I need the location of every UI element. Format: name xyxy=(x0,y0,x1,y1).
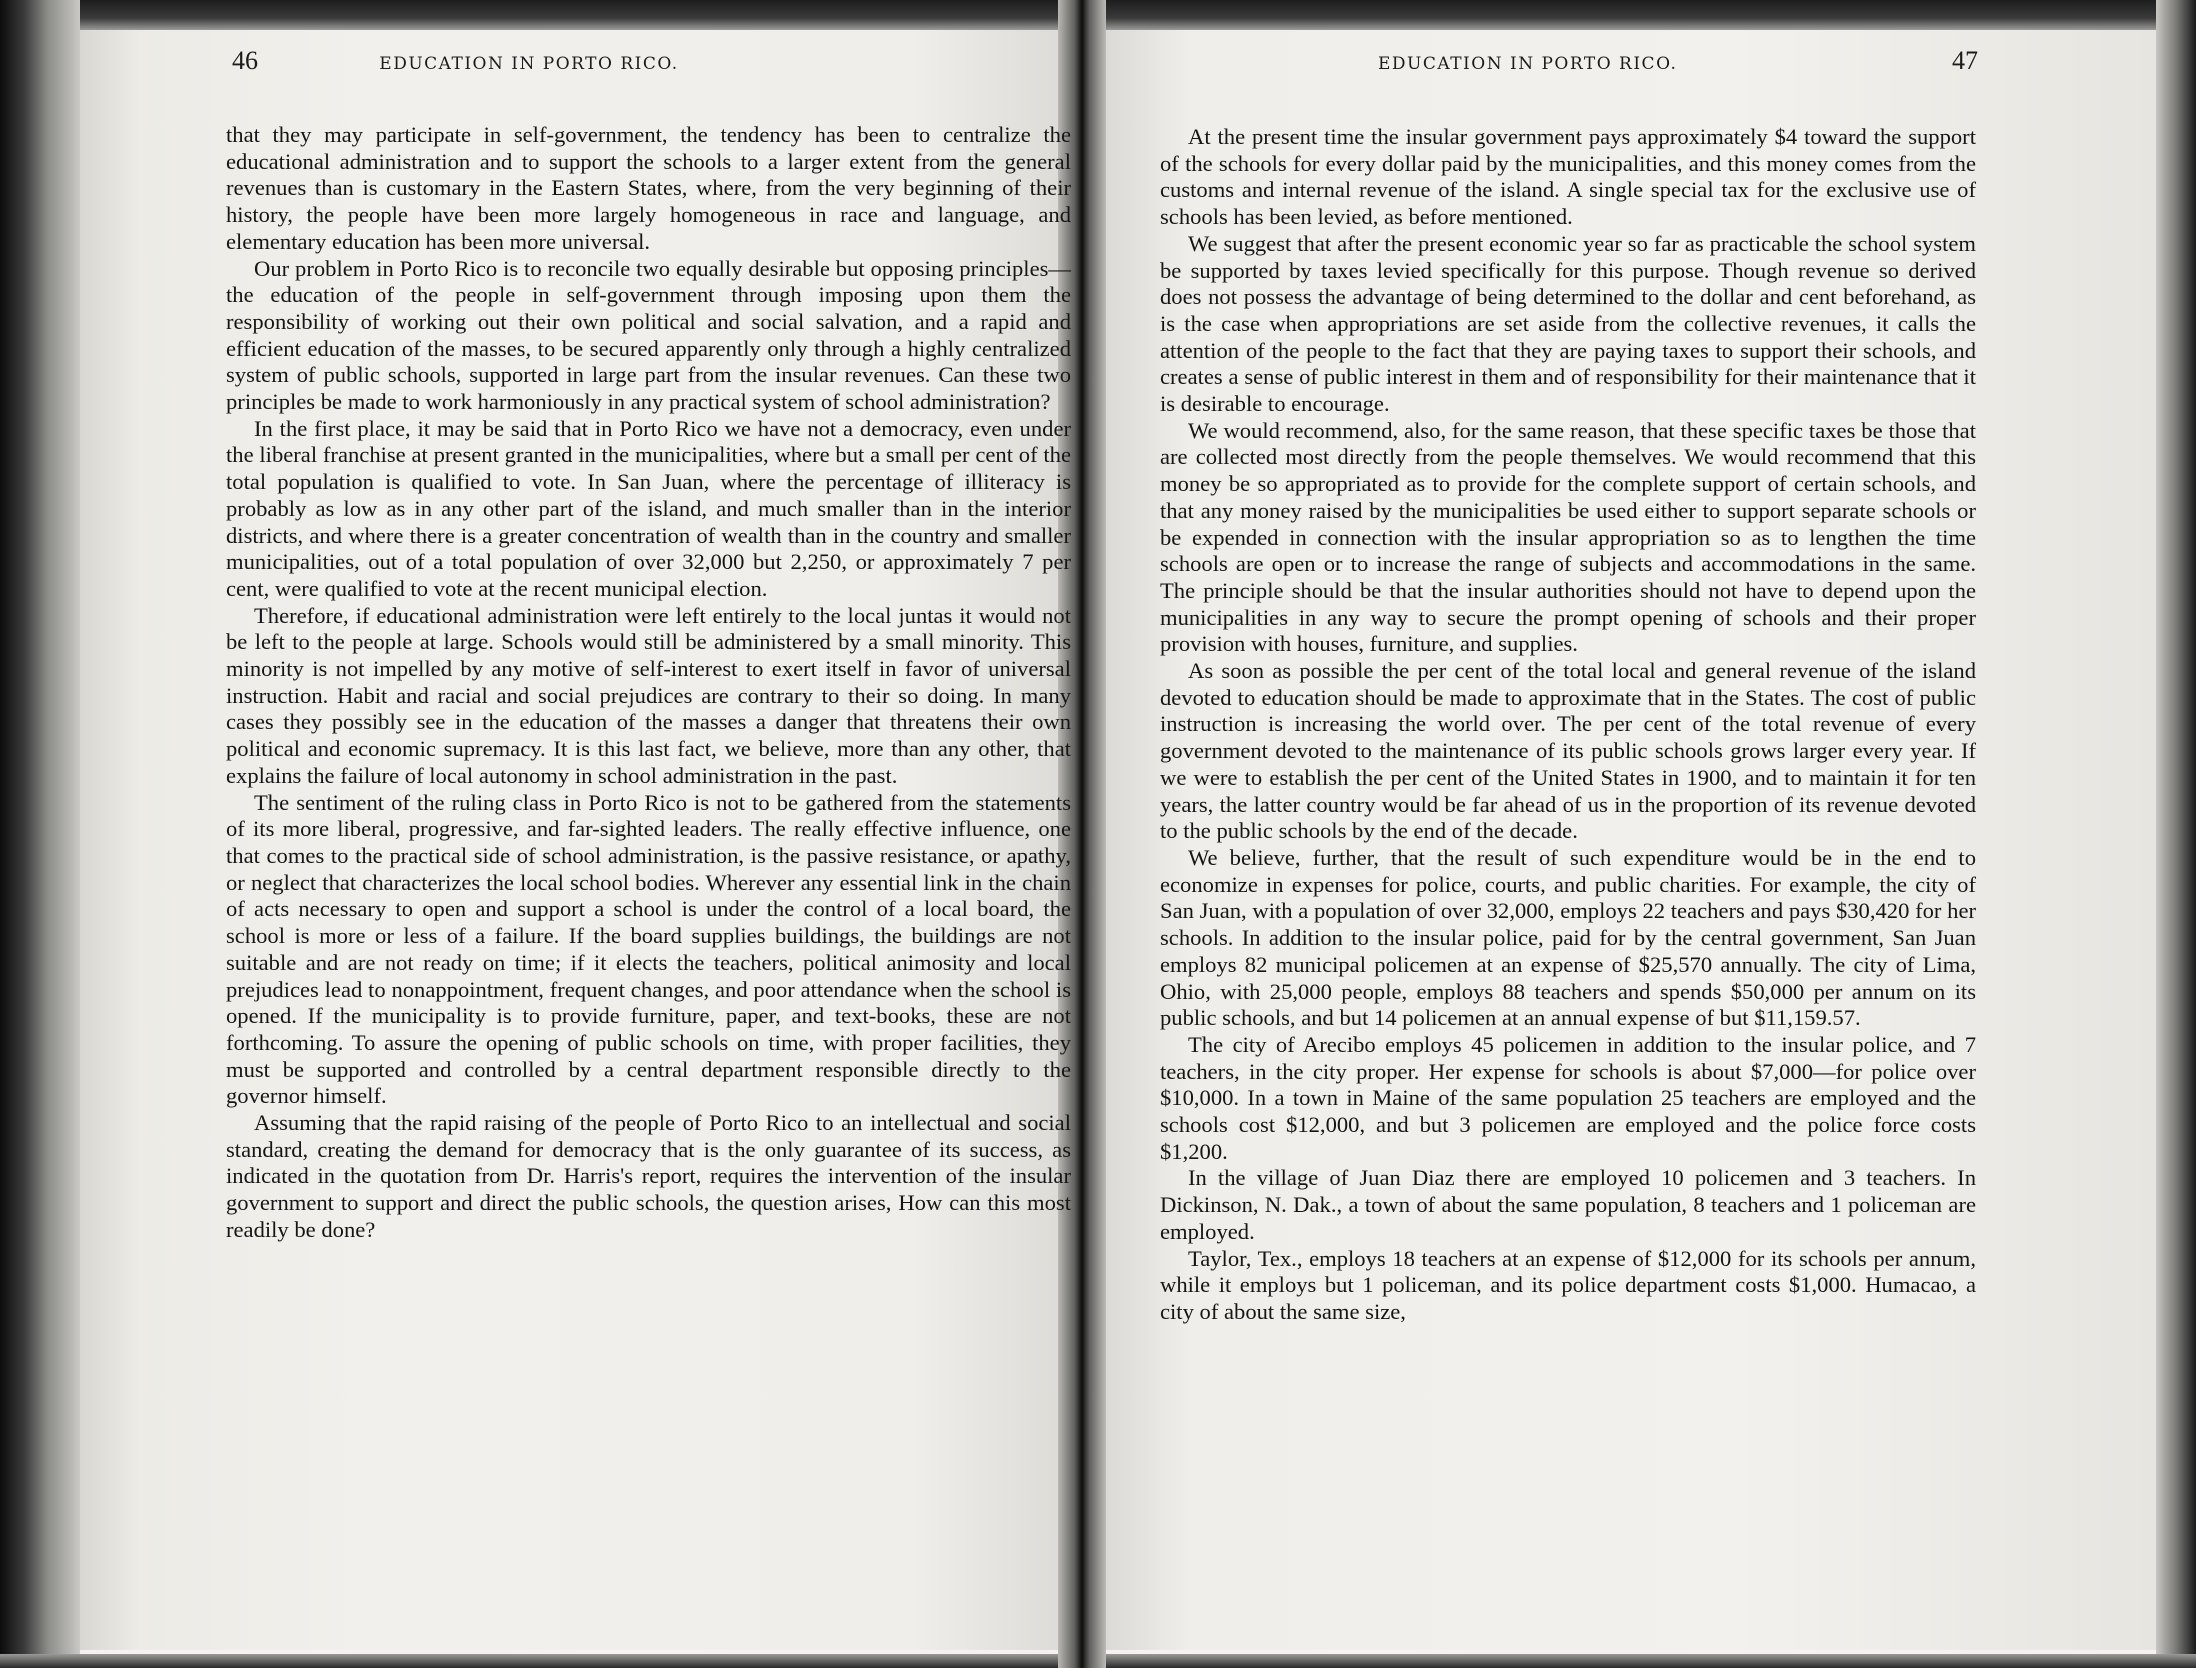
left-paragraph: that they may participate in self-government, the tendency has been to centralize the educational administration and to support the schools to a larger extent from the general revenues than is customary in the Eastern States, where, from the very beginning of their history, the people have been more largely homogeneous in race and language, and elementary education has been more universal. xyxy=(226,122,1071,254)
right-paragraph: The city of Arecibo employs 45 policemen in addition to the insular police, and 7 teachers, in the city proper. Her expense for schools is about $7,000—for police over $10,000. In a town in Maine of the same population 25 teachers are employed and the schools cost $12,000, and but 3 policemen are employed and the police force costs $1,200. xyxy=(1160,1031,1976,1164)
left-paragraph: In the first place, it may be said that in Porto Rico we have not a democracy, even under the liberal franchise at present granted in the municipalities, where but a small per cent of the total population is qualified to vote. In San Juan, where the percentage of illiteracy is probably as low as in any other part of the island, and much smaller than in the interior districts, and where there is a greater concentration of wealth than in the country and smaller municipalities, out of a total population of over 32,000 but 2,250, or approximately 7 per cent, were qualified to vote at the recent municipal election. xyxy=(226,415,1071,601)
right-paragraph: At the present time the insular government pays approximately $4 toward the support of the schools for every dollar paid by the municipalities, and this money comes from the customs and internal revenue of the island. A single special tax for the exclusive use of schools has been levied, as before mentioned. xyxy=(1160,124,1976,230)
right-running-head xyxy=(1378,46,1978,86)
left-body-text xyxy=(226,122,1071,1244)
right-page-number: 47 xyxy=(1952,46,1978,75)
left-running-head xyxy=(232,46,820,86)
left-paragraph: Our problem in Porto Rico is to reconcile two equally desirable but opposing principles—the education of the people in self-government through imposing upon them the responsibility of working out their own political and social salvation, and a rapid and efficient education of the masses, to be secured apparently only through a highly centralized system of public schools, supported in large part from the insular revenues. Can these two principles be made to work harmoniously in any practical system of school administration? xyxy=(226,255,1071,415)
scan-border-left xyxy=(0,0,80,1668)
right-paragraph: As soon as possible the per cent of the total local and general revenue of the island devoted to education should be made to approximate that in the States. The cost of public instruction is increasing the world over. The per cent of the total revenue of every government devoted to the maintenance of its public schools grows larger every year. If we were to establish the per cent of the United States in 1900, and to maintain it for ten years, the latter country would be far ahead of us in the proportion of its revenue devoted to the public schools by the end of the decade. xyxy=(1160,658,1976,844)
left-page-number: 46 xyxy=(232,46,258,75)
right-paragraph: In the village of Juan Diaz there are employed 10 policemen and 3 teachers. In Dickinson, N. Dak., a town of about the same population, 8 teachers and 1 policeman are employed. xyxy=(1160,1165,1976,1244)
left-running-title: EDUCATION IN PORTO RICO. xyxy=(379,54,679,74)
right-body-text xyxy=(1160,124,1976,1326)
right-paragraph: We believe, further, that the result of such expenditure would be in the end to economize in expenses for police, courts, and public charities. For example, the city of San Juan, with a population of over 32,000, employs 22 teachers and pays $30,420 for her schools. In addition to the insular police, paid for by the central government, San Juan employs 82 municipal policemen at an expense of $25,570 annually. The city of Lima, Ohio, with 25,000 people, employs 88 teachers and spends $50,000 per annum on its public schools, and but 14 policemen at an annual expense of but $11,159.57. xyxy=(1160,844,1976,1031)
left-paragraph: The sentiment of the ruling class in Porto Rico is not to be gathered from the statements of its more liberal, progressive, and far-sighted leaders. The really effective influence, one that comes to the practical side of school administration, is the passive resistance, or apathy, or neglect that characterizes the local school bodies. Wherever any essential link in the chain of acts necessary to open and support a school is under the control of a local board, the school is more or less of a failure. If the board supplies buildings, the buildings are not suitable and are not ready on time; if it elects the teachers, political animosity and local prejudices lead to nonappointment, frequent changes, and poor attendance when the school is opened. If the municipality is to provide furniture, paper, and text-books, these are not forthcoming. To assure the opening of public schools on time, with proper facilities, they must be supported and controlled by a central department responsible directly to the governor himself. xyxy=(226,789,1071,1109)
scan-border-right xyxy=(2156,0,2196,1668)
right-paragraph: We would recommend, also, for the same reason, that these specific taxes be those that are collected most directly from the people themselves. We would recommend that this money be so appropriated as to provide for the complete support of certain schools, and that any money raised by the municipalities be used either to support separate schools or be expended in connection with the insular appropriation so as to lengthen the time schools are open or to increase the range of subjects and accommodations in the same. The principle should be that the insular authorities should not have to depend upon the municipalities in any way to secure the prompt opening of schools and their proper provision with houses, furniture, and supplies. xyxy=(1160,417,1976,657)
right-paragraph: We suggest that after the present economic year so far as practicable the school system be supported by taxes levied specifically for this purpose. Though revenue so derived does not possess the advantage of being determined to the dollar and cent beforehand, as is the case when appropriations are set aside from the collective revenues, it calls the attention of the people to the fact that they are paying taxes to support their schools, and creates a sense of public interest in them and of responsibility for their maintenance that it is desirable to encourage. xyxy=(1160,230,1976,417)
left-paragraph: Therefore, if educational administration were left entirely to the local juntas it would not be left to the people at large. Schools would still be administered by a small minority. This minority is not impelled by any motive of self-interest to exert itself in favor of universal instruction. Habit and racial and social prejudices are contrary to their so doing. In many cases they possibly see in the education of the masses a danger that threatens their own political and economic supremacy. It is this last fact, we believe, more than any other, that explains the failure of local autonomy in school administration in the past. xyxy=(226,602,1071,788)
right-paragraph: Taylor, Tex., employs 18 teachers at an expense of $12,000 for its schools per annum, while it employs but 1 policeman, and its police department costs $1,000. Humacao, a city of about the same size, xyxy=(1160,1245,1976,1324)
right-running-title: EDUCATION IN PORTO RICO. xyxy=(1378,54,1678,74)
left-paragraph: Assuming that the rapid raising of the people of Porto Rico to an intellectual and social standard, creating the demand for democracy that is the only guarantee of its success, as indicated in the quotation from Dr. Harris's report, requires the intervention of the insular government to support and direct the public schools, the question arises, How can this most readily be done? xyxy=(226,1110,1071,1242)
